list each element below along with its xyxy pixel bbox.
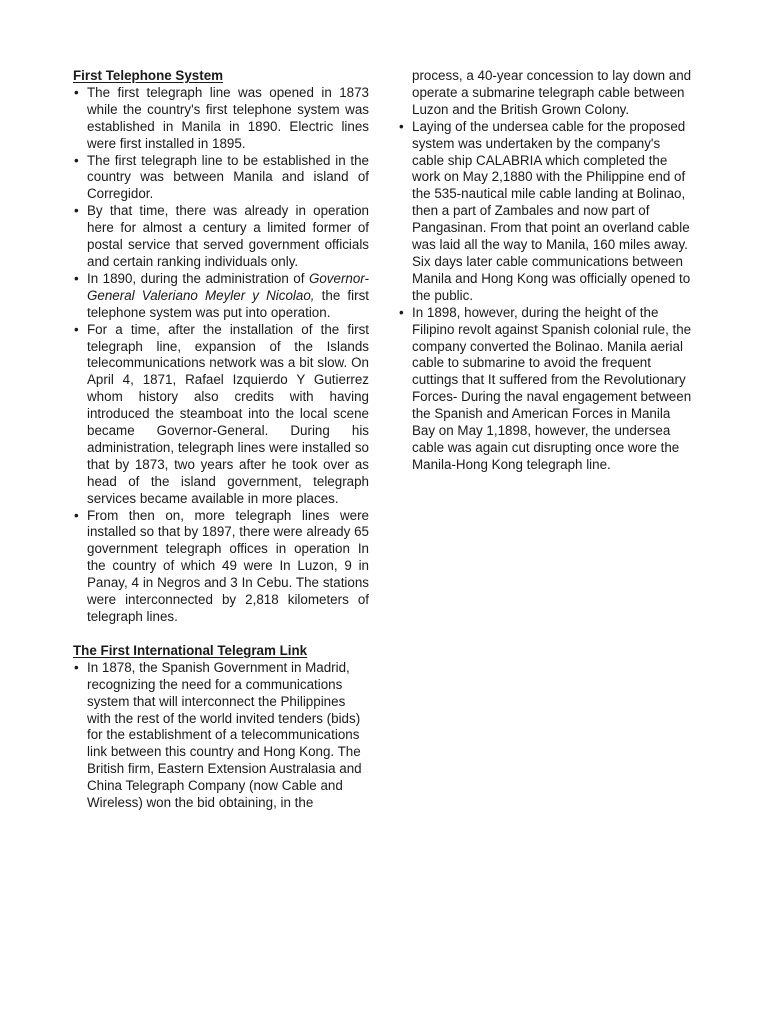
right-column (398, 68, 694, 474)
bullet-icon: • (74, 84, 79, 100)
international-telegram-list (73, 660, 369, 812)
list-item (73, 508, 369, 626)
section-spacer (73, 626, 369, 643)
first-telephone-list (73, 85, 369, 626)
list-item-text-before: In 1890, during the administration of (87, 270, 305, 286)
list-item (73, 322, 369, 508)
list-item-text-after: the first telephone system was put into operation. (87, 287, 369, 320)
bullet-icon: • (399, 118, 404, 134)
list-item-text: The first telegraph line was opened in 1873 while the country's first telephone system was established in Manila in 1890. Electric lines were first installed in 1895. (87, 84, 369, 151)
international-telegram-list-continued (398, 119, 694, 474)
list-item (73, 271, 369, 322)
left-column (73, 68, 369, 812)
section-heading-first-telephone-system: First Telephone System (73, 68, 224, 83)
list-item-text: From then on, more telegraph lines were installed so that by 1897, there were already 65 government telegraph offices in operation In the country of which 49 were In Luzon, 9 in Panay, 4 in Negros and 3 In Cebu. The stations were interconnected by 2,818 kilometers of telegraph lines. (87, 507, 369, 624)
section-heading-international-telegram-link: The First International Telegram Link (73, 642, 308, 658)
bullet-icon: • (74, 321, 79, 337)
list-item-continuation: process, a 40-year concession to lay down and operate a submarine telegraph cable between Luzon and the British Grown Colony. (412, 68, 692, 117)
list-item (73, 203, 369, 271)
bullet-icon: • (74, 152, 79, 168)
list-item (73, 660, 369, 812)
list-item-text: The first telegraph line to be established in the country was between Manila and island of Corregidor. (87, 152, 369, 202)
bullet-icon: • (74, 270, 79, 286)
list-item (73, 85, 369, 153)
list-item-text: In 1898, however, during the height of the Filipino revolt against Spanish colonial rule, the company converted the Bolinao. Manila aerial cable to submarine to avoid the frequent cuttings that It suffered from the Revolutionary Forces- During the naval engagement between the Spanish and American Forces in Manila Bay on May 1,1898, however, the undersea cable was again cut disrupting once wore the Manila-Hong Kong telegraph line. (412, 304, 692, 472)
bullet-icon: • (74, 659, 79, 675)
list-item (73, 153, 369, 204)
list-item-text: Laying of the undersea cable for the proposed system was undertaken by the company's cable ship CALABRIA which completed the work on May 2,1880 with the Philippine end of the 535-nautical mile cable landing at Bolinao, then a part of Zambales and now part of Pangasinan. From that point an overland cable was laid all the way to Manila, 160 miles away. Six days later cable communications between Manila and Hong Kong was officially opened to the public. (412, 118, 691, 303)
bullet-icon: • (399, 304, 404, 320)
list-item-text: In 1878, the Spanish Government in Madrid, recognizing the need for a communications system that will interconnect the Philippines with the rest of the world invited tenders (bids) for the establishment of a telecommunications link between this country and Hong Kong. The British firm, Eastern Extension Australasia and China Telegraph Company (now Cable and Wireless) won the bid obtaining, in the (87, 659, 362, 811)
list-item-text: By that time, there was already in operation here for almost a century a limited former of postal service that served government officials and certain ranking individuals only. (87, 203, 369, 269)
governor-general-name: Governor-General Valeriano Meyler y Nicolao, (87, 270, 369, 303)
bullet-icon: • (74, 507, 79, 523)
list-item (398, 119, 694, 305)
list-item (398, 305, 694, 474)
bullet-icon: • (74, 203, 79, 219)
list-item-text: For a time, after the installation of the first telegraph line, expansion of the Islands telecommunications network was a bit slow. On April 4, 1871, Rafael Izquierdo Y Gutierrez whom history also credits with having introduced the steamboat into the local scene became Governor-General. During his administration, telegraph lines were installed so that by 1873, two years after he took over as head of the island government, telegraph services became available in more places. (87, 321, 369, 506)
